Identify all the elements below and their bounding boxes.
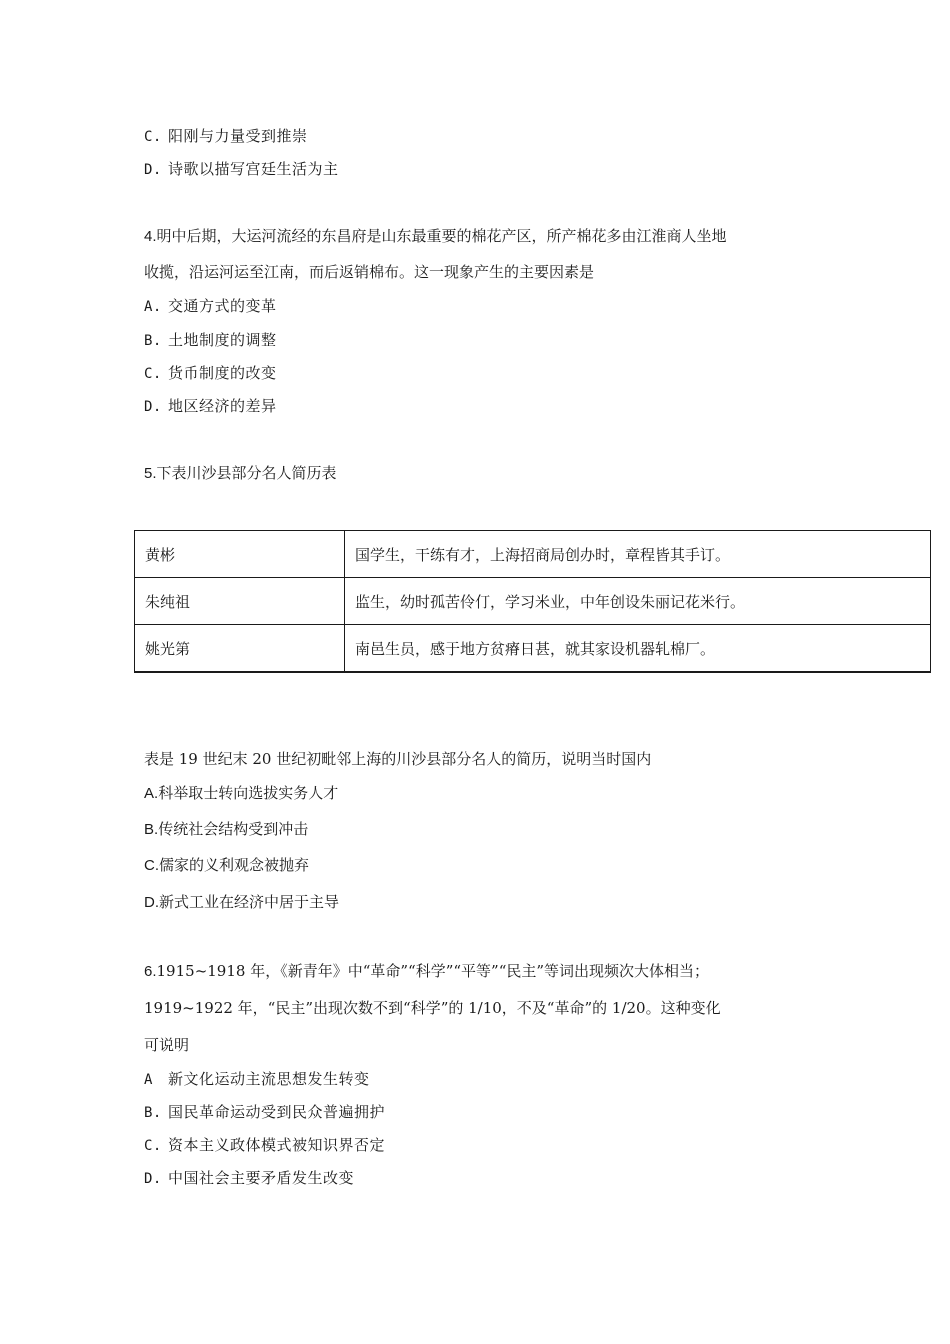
q5-option-d [144,892,339,913]
q5-option-b [144,819,308,840]
question-stem: 明中后期，大运河流经的东昌府是山东最重要的棉花产区，所产棉花多由江淮商人坐地 [156,227,727,245]
option-letter: A. [144,299,162,315]
q3-option-c [144,126,308,147]
option-letter: A. [144,785,159,802]
option-text: 中国社会主要矛盾发生改变 [168,1169,355,1187]
option-letter: A [144,1072,153,1088]
option-text: 地区经济的差异 [168,397,277,415]
question-stem: 1915~1918 年，《新青年》中“革命”“科学”“平等”“民主”等词出现频次大体相当； [156,962,710,980]
q5-option-c [144,855,309,876]
option-text: 儒家的义利观念被抛弃 [159,856,310,874]
q4-option-c [144,363,277,384]
option-letter: D. [144,162,162,178]
table-cell-bio: 南邑生员，感于地方贫瘠日甚，就其家设机器轧棉厂。 [345,625,931,673]
table-cell-bio: 国学生，干练有才，上海招商局创办时，章程皆其手订。 [345,531,931,578]
option-text: 新式工业在经济中居于主导 [159,893,340,911]
option-letter: C. [144,129,162,145]
option-text: 传统社会结构受到冲击 [158,820,309,838]
option-text: 货币制度的改变 [168,364,277,382]
q6-stem-line-1 [144,961,709,982]
table-cell-bio: 监生，幼时孤苦伶仃，学习米业，中年创设朱丽记花米行。 [345,578,931,625]
q4-stem-line-1 [144,226,727,247]
table-row [135,531,931,578]
table-cell-name: 朱纯祖 [135,578,345,625]
table-row [135,625,931,673]
table-cell-name: 姚光第 [135,625,345,673]
question-number: 5. [144,465,157,482]
q6-option-c [144,1135,385,1156]
option-letter: D. [144,894,159,911]
option-text: 资本主义政体模式被知识界否定 [168,1136,386,1154]
option-letter: C. [144,1138,162,1154]
q4-option-a [144,296,277,317]
option-letter: D. [144,1171,162,1187]
q4-option-b [144,330,277,351]
option-text: 新文化运动主流思想发生转变 [168,1070,370,1088]
q5-intro [144,463,337,484]
option-text: 交通方式的变革 [168,297,277,315]
q6-option-b [144,1102,385,1123]
q6-stem-line-2: 1919~1922 年，“民主”出现次数不到“科学”的 1/10，不及“革命”的 1/20。这种变化 [144,999,721,1017]
question-number: 6. [144,963,157,980]
option-text: 土地制度的调整 [168,331,277,349]
option-letter: D. [144,399,162,415]
q6-stem-line-3: 可说明 [144,1036,190,1054]
option-letter: C. [144,366,162,382]
q6-option-d [144,1168,354,1189]
option-text: 阳刚与力量受到推崇 [168,127,308,145]
option-letter: B. [144,333,162,349]
q4-option-d [144,396,277,417]
table-cell-name: 黄彬 [135,531,345,578]
option-text: 国民革命运动受到民众普遍拥护 [168,1103,386,1121]
q5-option-a [144,783,338,804]
q5-stem: 表是 19 世纪末 20 世纪初毗邻上海的川沙县部分名人的简历，说明当时国内 [144,750,652,768]
q4-stem-line-2: 收揽，沿运河运至江南，而后返销棉布。这一现象产生的主要因素是 [144,263,595,281]
question-number: 4. [144,228,157,245]
option-letter: B. [144,821,159,838]
q3-option-d [144,159,339,180]
table-row [135,578,931,625]
option-letter: B. [144,1105,162,1121]
q6-option-a [144,1069,370,1090]
celebrity-bio-table [134,530,931,673]
option-letter: C. [144,857,159,874]
option-text: 诗歌以描写宫廷生活为主 [168,160,339,178]
option-text: 科举取士转向选拔实务人才 [158,784,339,802]
question-stem: 下表川沙县部分名人简历表 [156,464,337,482]
